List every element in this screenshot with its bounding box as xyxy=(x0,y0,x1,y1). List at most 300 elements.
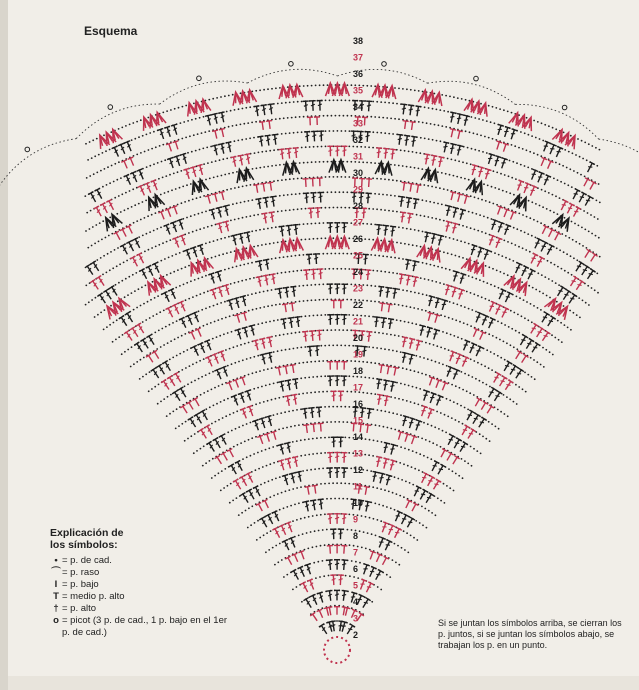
chain-dot xyxy=(294,536,296,538)
chain-dot xyxy=(421,438,423,440)
chain-dot xyxy=(315,299,317,301)
chain-dot xyxy=(333,176,335,178)
double-crochet-stitch xyxy=(554,147,564,159)
single-crochet-symbol-icon: I xyxy=(54,579,58,590)
chain-dot xyxy=(399,495,401,497)
chain-dot xyxy=(361,547,363,549)
double-crochet-stitch xyxy=(362,254,369,264)
chain-dot xyxy=(304,377,306,379)
chain-dot xyxy=(360,376,362,378)
chain-dot xyxy=(382,194,384,196)
chain-dot xyxy=(327,84,329,86)
chain-dot xyxy=(401,479,403,481)
chain-dot xyxy=(414,370,416,372)
chain-dot xyxy=(171,255,173,257)
chain-dot xyxy=(308,454,310,456)
chain-dot xyxy=(229,348,231,350)
chain-dot xyxy=(379,536,381,538)
chain-dot xyxy=(433,202,435,204)
chain-dot xyxy=(547,260,549,262)
double-crochet-stitch xyxy=(525,269,535,281)
chain-dot xyxy=(324,437,326,439)
chain-dot xyxy=(537,121,539,123)
chain-dot xyxy=(255,403,257,405)
chain-dot xyxy=(322,391,324,393)
chain-dot xyxy=(495,107,497,109)
double-crochet-stitch xyxy=(284,396,292,407)
chain-dot xyxy=(203,358,205,360)
chain-dot xyxy=(266,465,268,467)
half-double-stitch xyxy=(341,546,348,554)
chain-dot xyxy=(346,421,348,423)
double-crochet-stitch xyxy=(313,254,320,264)
chain-dot xyxy=(250,524,252,526)
chain-dot xyxy=(369,439,371,441)
chain-dot xyxy=(213,177,215,179)
chain-dot xyxy=(302,393,304,395)
chain-dot xyxy=(283,334,285,336)
chain-dot xyxy=(529,217,531,219)
chain-dot xyxy=(306,392,308,394)
chain-dot xyxy=(277,382,279,384)
chain-dot xyxy=(241,139,243,141)
chain-dot xyxy=(143,357,145,359)
chain-dot xyxy=(418,168,420,170)
chain-dot xyxy=(374,254,376,256)
chain-dot xyxy=(320,345,322,347)
chain-dot xyxy=(295,255,297,257)
chain-dot xyxy=(535,137,537,139)
chain-dot xyxy=(300,377,302,379)
half-double-stitch xyxy=(327,546,334,554)
chain-dot xyxy=(399,462,401,464)
chain-dot xyxy=(366,470,368,472)
chain-dot xyxy=(272,547,274,549)
chain-dot xyxy=(275,87,277,89)
chain-dot xyxy=(378,332,380,334)
chain-dot xyxy=(461,371,463,373)
chain-dot xyxy=(166,110,168,112)
chain-dot xyxy=(372,177,374,179)
chain-dot xyxy=(162,242,164,244)
chain-dot xyxy=(457,403,459,405)
chain-dot xyxy=(404,321,406,323)
chain-dot xyxy=(460,305,462,307)
chain-dot xyxy=(271,258,273,260)
double-crochet-stitch xyxy=(547,144,556,156)
chain-dot xyxy=(584,176,586,178)
half-double-stitch xyxy=(226,381,235,391)
chain-dot xyxy=(175,287,177,289)
chain-dot xyxy=(193,134,195,136)
chain-dot xyxy=(149,371,151,373)
half-double-stitch xyxy=(402,121,409,130)
chain-dot xyxy=(109,182,111,184)
chain-dot xyxy=(512,260,514,262)
chain-dot xyxy=(332,237,334,239)
chain-dot xyxy=(104,168,106,170)
chain-dot xyxy=(513,227,515,229)
chain-dot xyxy=(111,165,113,167)
chain-dot xyxy=(170,394,172,396)
chain-dot xyxy=(335,115,337,117)
half-double-stitch xyxy=(450,456,459,466)
chain-dot xyxy=(567,272,569,274)
chain-dot xyxy=(205,275,207,277)
chain-dot xyxy=(521,315,523,317)
chain-dot xyxy=(379,425,381,427)
chain-dot xyxy=(349,544,351,546)
chain-dot xyxy=(259,537,261,539)
chain-dot xyxy=(198,213,200,215)
chain-dot xyxy=(388,491,390,493)
chain-dot xyxy=(462,161,464,163)
chain-dot xyxy=(273,383,275,385)
chain-dot xyxy=(531,376,533,378)
chain-dot xyxy=(297,132,299,134)
chain-dot xyxy=(488,367,490,369)
double-crochet-stitch xyxy=(270,274,278,285)
chain-dot xyxy=(471,376,473,378)
chain-dot xyxy=(351,560,353,562)
double-crochet-stitch xyxy=(215,271,224,282)
chain-dot xyxy=(526,117,528,119)
chain-dot xyxy=(249,106,251,108)
row-number: 23 xyxy=(353,283,364,294)
chain-dot xyxy=(204,131,206,133)
double-crochet-stitch xyxy=(457,273,466,284)
chain-dot xyxy=(342,191,344,193)
chain-dot xyxy=(202,465,204,467)
chain-dot xyxy=(267,166,269,168)
chain-dot xyxy=(275,257,277,259)
chain-dot xyxy=(234,140,236,142)
chain-dot xyxy=(409,482,411,484)
chain-dot xyxy=(509,258,511,260)
chain-dot xyxy=(524,372,526,374)
chain-dot xyxy=(194,380,196,382)
chain-dot xyxy=(442,331,444,333)
chain-dot xyxy=(449,96,451,98)
chain-dot xyxy=(568,151,570,153)
chain-dot xyxy=(470,446,472,448)
chain-dot xyxy=(573,312,575,314)
chain-dot xyxy=(386,256,388,258)
chain-dot xyxy=(187,438,189,440)
double-crochet-stitch xyxy=(216,223,224,234)
chain-dot xyxy=(433,265,435,267)
double-crochet-stitch xyxy=(473,312,482,324)
chain-dot xyxy=(556,301,558,303)
double-crochet-stitch xyxy=(451,207,459,218)
chain-dot xyxy=(227,431,229,433)
double-crochet-stitch xyxy=(218,351,227,362)
chain-dot xyxy=(168,257,170,259)
chain-dot xyxy=(160,260,162,262)
chain-dot xyxy=(504,413,506,415)
chain-dot xyxy=(440,314,442,316)
chain-dot xyxy=(459,321,461,323)
chain-dot xyxy=(127,294,129,296)
chain-dot xyxy=(190,435,192,437)
double-crochet-stitch xyxy=(441,142,449,153)
double-crochet-stitch xyxy=(460,356,470,368)
row-number: 29 xyxy=(353,184,364,195)
row-number: 5 xyxy=(353,580,359,591)
chain-dot xyxy=(296,409,298,411)
double-crochet-stitch xyxy=(293,225,300,236)
chain-dot xyxy=(454,159,456,161)
chain-dot xyxy=(299,301,301,303)
chain-dot xyxy=(443,283,445,285)
chain-dot xyxy=(444,348,446,350)
chain-dot xyxy=(418,469,420,471)
chain-dot xyxy=(410,306,412,308)
chain-dot xyxy=(267,400,269,402)
double-crochet-stitch xyxy=(213,438,223,450)
chain-dot xyxy=(495,426,497,428)
chain-dot xyxy=(431,425,433,427)
legend-title-line1: Explicación de xyxy=(50,527,124,539)
chain-dot xyxy=(376,178,378,180)
half-double-stitch xyxy=(409,122,416,131)
chain-dot xyxy=(185,137,187,139)
double-crochet-stitch xyxy=(414,106,421,117)
double-crochet-stitch xyxy=(240,492,250,504)
chain-dot xyxy=(435,514,437,516)
chain-dot xyxy=(293,178,295,180)
chain-dot xyxy=(201,376,203,378)
chain-dot xyxy=(422,471,424,473)
chain-dot xyxy=(424,278,426,280)
chain-dot xyxy=(348,314,350,316)
chain-dot xyxy=(533,359,535,361)
chain-dot xyxy=(348,375,350,377)
chain-dot xyxy=(477,295,479,297)
chain-dot xyxy=(194,214,196,216)
double-crochet-stitch xyxy=(184,249,193,260)
chain-dot xyxy=(173,173,175,175)
double-crochet-stitch xyxy=(174,155,183,166)
chain-dot xyxy=(377,586,379,588)
chain-dot xyxy=(256,308,258,310)
chain-dot xyxy=(228,173,230,175)
chain-dot xyxy=(293,240,295,242)
double-crochet-stitch xyxy=(266,337,274,348)
half-double-stitch xyxy=(189,331,198,341)
chain-dot xyxy=(558,284,560,286)
row-number: 2 xyxy=(353,630,359,640)
chain-dot xyxy=(154,386,156,388)
chain-dot xyxy=(263,291,265,293)
chain-dot xyxy=(293,348,295,350)
chain-dot xyxy=(273,242,275,244)
double-crochet-stitch xyxy=(119,316,129,328)
chain-dot xyxy=(218,385,220,387)
chain-dot xyxy=(486,120,488,122)
chain-dot xyxy=(372,101,374,103)
chain-dot xyxy=(299,254,301,256)
double-crochet-stitch xyxy=(161,379,171,391)
double-crochet-stitch xyxy=(205,115,213,126)
double-crochet-stitch xyxy=(219,112,227,123)
chain-dot xyxy=(445,95,447,97)
chain-dot xyxy=(531,135,533,137)
chain-dot xyxy=(479,380,481,382)
chain-dot xyxy=(131,139,133,141)
chain-dot xyxy=(388,272,390,274)
chain-dot xyxy=(121,280,123,282)
chain-dot xyxy=(120,177,122,179)
chain-dot xyxy=(347,84,349,86)
double-crochet-stitch xyxy=(198,343,208,355)
chain-dot xyxy=(163,344,165,346)
chain-dot xyxy=(386,194,388,196)
chain-dot xyxy=(283,507,285,509)
double-crochet-stitch xyxy=(303,101,310,111)
chain-dot xyxy=(370,362,372,364)
chain-dot xyxy=(377,519,379,521)
chain-dot xyxy=(443,251,445,253)
chain-dot xyxy=(422,199,424,201)
chain-dot xyxy=(368,239,370,241)
chain-dot xyxy=(251,437,253,439)
half-double-stitch xyxy=(462,195,470,204)
double-crochet-stitch xyxy=(393,511,403,523)
chain-dot xyxy=(380,178,382,180)
chain-dot xyxy=(534,378,536,380)
chain-dot xyxy=(164,258,166,260)
chain-dot xyxy=(374,193,376,195)
chain-dot xyxy=(435,187,437,189)
chain-dot xyxy=(139,378,141,380)
chain-dot xyxy=(410,291,412,293)
chain-dot xyxy=(374,362,376,364)
chain-dot xyxy=(364,315,366,317)
double-crochet-stitch xyxy=(361,564,370,575)
row-number: 17 xyxy=(353,382,364,393)
double-crochet-stitch xyxy=(172,237,181,249)
chain-dot xyxy=(179,252,181,254)
double-crochet-stitch xyxy=(518,335,528,347)
chain-dot xyxy=(121,193,123,195)
chain-dot xyxy=(400,180,402,182)
chain-dot xyxy=(539,291,541,293)
chain-dot xyxy=(513,312,515,314)
half-double-stitch xyxy=(215,456,224,466)
chain-dot xyxy=(451,384,453,386)
chain-dot xyxy=(349,575,351,577)
row-number: 31 xyxy=(353,151,364,162)
chain-dot xyxy=(187,120,189,122)
chain-dot xyxy=(408,244,410,246)
chain-dot xyxy=(453,335,455,337)
chain-dot xyxy=(261,244,263,246)
chain-dot xyxy=(325,100,327,102)
row-number: 7 xyxy=(353,547,359,558)
chain-dot xyxy=(396,350,398,352)
chain-dot xyxy=(281,102,283,104)
chain-dot xyxy=(560,322,562,324)
chain-dot xyxy=(400,446,402,448)
chain-dot xyxy=(189,135,191,137)
picot-mark xyxy=(382,62,387,67)
chain-dot xyxy=(181,268,183,270)
chain-dot xyxy=(112,267,114,269)
chain-dot xyxy=(297,178,299,180)
chain-dot xyxy=(186,184,188,186)
chain-dot xyxy=(144,251,146,253)
chain-dot xyxy=(463,322,465,324)
chain-dot xyxy=(500,271,502,273)
chain-dot xyxy=(314,468,316,470)
chain-dot xyxy=(170,272,172,274)
double-crochet-stitch xyxy=(289,473,297,484)
double-crochet-stitch xyxy=(327,468,333,478)
chain-dot xyxy=(303,116,305,118)
chain-dot xyxy=(315,577,317,579)
double-crochet-stitch xyxy=(254,106,261,117)
chain-dot xyxy=(386,117,388,119)
chain-dot xyxy=(470,358,472,360)
chain-dot xyxy=(97,314,99,316)
chain-dot xyxy=(213,240,215,242)
chain-dot xyxy=(394,303,396,305)
double-crochet-stitch xyxy=(173,372,183,384)
chain-dot xyxy=(329,207,331,209)
chain-dot xyxy=(323,299,325,301)
half-double-stitch xyxy=(152,350,161,360)
chain-dot xyxy=(476,450,478,452)
half-double-stitch xyxy=(180,405,189,415)
chain-dot xyxy=(517,314,519,316)
scallop-arc xyxy=(599,139,639,186)
double-crochet-stitch xyxy=(138,185,147,197)
chain-dot xyxy=(158,330,160,332)
chain-dot xyxy=(425,310,427,312)
chain-dot xyxy=(314,361,316,363)
double-crochet-stitch xyxy=(245,472,255,484)
double-crochet-stitch xyxy=(375,148,382,158)
chain-dot xyxy=(366,392,368,394)
chain-dot xyxy=(201,212,203,214)
chain-dot xyxy=(217,319,219,321)
chain-dot xyxy=(376,132,378,134)
chain-dot xyxy=(353,545,355,547)
chain-dot xyxy=(206,323,208,325)
chain-dot xyxy=(240,265,242,267)
chain-dot xyxy=(394,476,396,478)
double-crochet-stitch xyxy=(272,511,282,523)
chain-dot xyxy=(566,253,568,255)
chain-dot xyxy=(380,101,382,103)
double-crochet-stitch xyxy=(279,524,289,536)
chain-dot xyxy=(365,438,367,440)
chain-dot xyxy=(448,468,450,470)
chain-dot xyxy=(288,411,290,413)
chain-dot xyxy=(115,339,117,341)
chain-dot xyxy=(257,355,259,357)
chain-dot xyxy=(464,242,466,244)
chain-dot xyxy=(523,299,525,301)
chain-dot xyxy=(203,116,205,118)
chain-dot xyxy=(322,329,324,331)
chain-dot xyxy=(472,276,474,278)
double-crochet-stitch xyxy=(194,413,204,425)
chain-dot xyxy=(331,161,333,163)
chain-dot xyxy=(196,450,198,452)
double-crochet-stitch xyxy=(407,418,416,429)
